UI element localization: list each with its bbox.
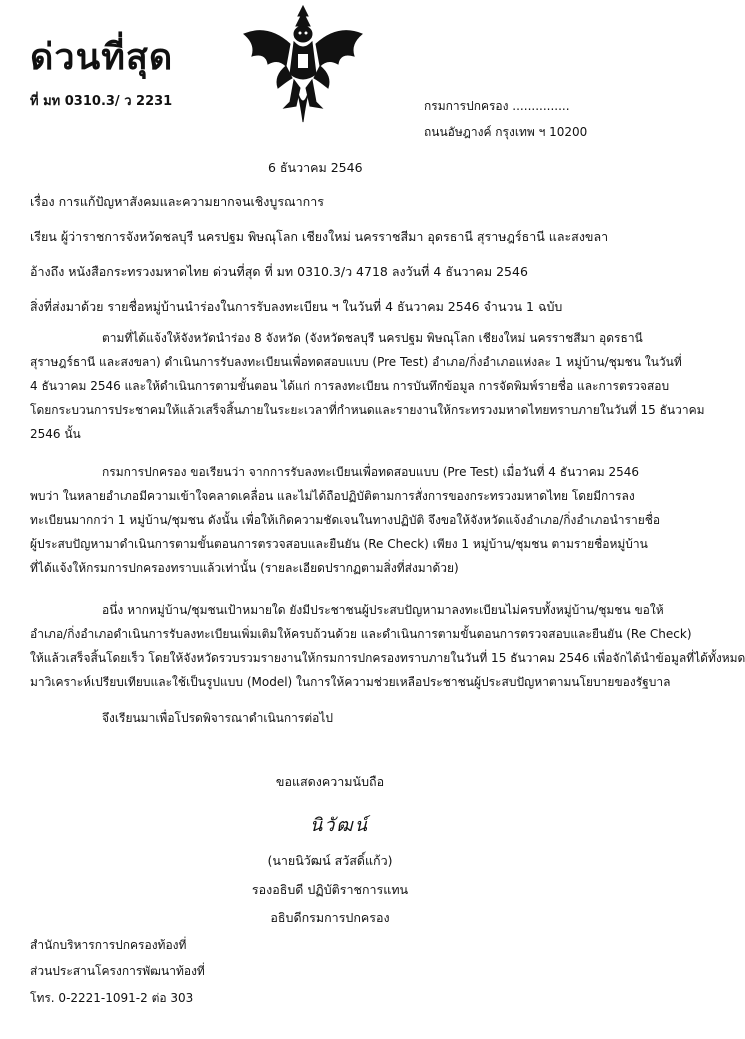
body-paragraph-4 bbox=[30, 706, 626, 730]
paragraph-line: มาวิเคราะห์เปรียบเทียบและใช้เป็นรูปแบบ (Model) ในการให้ความช่วยเหลือประชาชนผู้ประสบปัญหาตามนโยบายของรัฐบาล bbox=[30, 675, 671, 689]
paragraph-line: ตามที่ได้แจ้งให้จังหวัดนำร่อง 8 จังหวัด (จังหวัดชลบุรี นครปฐม พิษณุโลก เชียงใหม่ นครราชสีมา อุดรธานี bbox=[102, 331, 643, 345]
paragraph-line: จึงเรียนมาเพื่อโปรดพิจารณาดำเนินการต่อไป bbox=[102, 711, 333, 725]
paragraph-line: ที่ได้แจ้งให้กรมการปกครองทราบแล้วเท่านั้น (รายละเอียดปรากฏตามสิ่งที่ส่งมาด้วย) bbox=[30, 561, 459, 575]
body-paragraph-1 bbox=[30, 326, 705, 446]
paragraph-line: พบว่า ในหลายอำเภอมีความเข้าใจคลาดเคลื่อน และไม่ได้ถือปฏิบัติตามการสั่งการของกระทรวงมหาดไทย โดยมีการลง bbox=[30, 489, 635, 503]
garuda-emblem-icon bbox=[238, 4, 368, 126]
document-number: ที่ มท 0310.3/ ว 2231 bbox=[30, 94, 173, 109]
enclosure-line: สิ่งที่ส่งมาด้วย รายชื่อหมู่บ้านนำร่องในการรับลงทะเบียน ฯ ในวันที่ 4 ธันวาคม 2546 จำนวน 1 ฉบับ bbox=[30, 299, 563, 314]
department-name: กรมการปกครอง ............... bbox=[424, 99, 570, 113]
paragraph-line: ทะเบียนมากกว่า 1 หมู่บ้าน/ชุมชน ดังนั้น เพื่อให้เกิดความชัดเจนในทางปฏิบัติ จึงขอให้จังหวัดแจ้งอำเภอ/กิ่งอำเภอนำรายชื่อ bbox=[30, 513, 661, 527]
paragraph-line: โดยกระบวนการประชาคมให้แล้วเสร็จสิ้นภายในระยะเวลาที่กำหนดและรายงานให้กระทรวงมหาดไทยทราบภายในวันที่ 15 ธันวาคม bbox=[30, 403, 705, 417]
paragraph-line: กรมการปกครอง ขอเรียนว่า จากการรับลงทะเบียนเพื่อทดสอบแบบ (Pre Test) เมื่อวันที่ 4 ธันวาคม 2546 bbox=[102, 465, 640, 479]
paragraph-line: 2546 นั้น bbox=[30, 427, 81, 441]
paragraph-line: ให้แล้วเสร็จสิ้นโดยเร็ว โดยให้จังหวัดรวบรวมรายงานให้กรมการปกครองทราบภายในวันที่ 15 ธันวาคม 2546 เพื่อจักได้นำข้อมูลที่ได้ทั้งหมด bbox=[30, 651, 745, 665]
body-paragraph-3 bbox=[30, 598, 745, 694]
paragraph-line: สุราษฎร์ธานี และสงขลา) ดำเนินการรับลงทะเบียนเพื่อทดสอบแบบ (Pre Test) อำเภอ/กิ่งอำเภอแห่งละ 1 หมู่บ้าน/ชุมชน ในวันที่ bbox=[30, 355, 682, 369]
signer-position: รองอธิบดี ปฏิบัติราชการแทน bbox=[251, 882, 409, 897]
footer-phone: โทร. 0-2221-1091-2 ต่อ 303 bbox=[30, 991, 194, 1005]
paragraph-line: อนึ่ง หากหมู่บ้าน/ชุมชนเป้าหมายใด ยังมีประชาชนผู้ประสบปัญหามาลงทะเบียนไม่ครบทั้งหมู่บ้าน/ชุมชน ขอให้ bbox=[102, 603, 664, 617]
urgency-heading: ด่วนที่สุด bbox=[30, 37, 174, 78]
closing-salutation: ขอแสดงความนับถือ bbox=[275, 774, 385, 789]
reference-line: อ้างถึง หนังสือกระทรวงมหาดไทย ด่วนที่สุด ที่ มท 0310.3/ว 4718 ลงวันที่ 4 ธันวาคม 2546 bbox=[30, 264, 528, 279]
subject-line: เรื่อง การแก้ปัญหาสังคมและความยากจนเชิงบูรณาการ bbox=[30, 194, 324, 209]
footer-division: ส่วนประสานโครงการพัฒนาท้องที่ bbox=[30, 964, 205, 978]
signature: นิวัฒน์ bbox=[310, 815, 369, 836]
paragraph-line: 4 ธันวาคม 2546 และให้ดำเนินการตามขั้นตอน ได้แก่ การลงทะเบียน การบันทึกข้อมูล การจัดพิมพ์รายชื่อ และการตรวจสอบ bbox=[30, 379, 670, 393]
paragraph-line: อำเภอ/กิ่งอำเภอดำเนินการรับลงทะเบียนเพิ่มเติมให้ครบถ้วนด้วย และดำเนินการตามขั้นตอนการตรวจสอบและยืนยัน (Re Check) bbox=[30, 627, 692, 641]
department-address: ถนนอัษฎางค์ กรุงเทพ ฯ 10200 bbox=[424, 125, 588, 139]
signer-name: (นายนิวัฒน์ สวัสดิ์แก้ว) bbox=[267, 853, 393, 868]
document-date: 6 ธันวาคม 2546 bbox=[268, 160, 363, 175]
footer-office: สำนักบริหารการปกครองท้องที่ bbox=[30, 938, 187, 952]
paragraph-line: ผู้ประสบปัญหามาดำเนินการตามขั้นตอนการตรวจสอบและยืนยัน (Re Check) เพียง 1 หมู่บ้าน/ชุมชน ตามรายชื่อหมู่บ้าน bbox=[30, 537, 648, 551]
recipient-line: เรียน ผู้ว่าราชการจังหวัดชลบุรี นครปฐม พิษณุโลก เชียงใหม่ นครราชสีมา อุดรธานี สุราษฎร์ธานี และสงขลา bbox=[30, 229, 609, 244]
body-paragraph-2 bbox=[30, 460, 661, 580]
signer-title: อธิบดีกรมการปกครอง bbox=[270, 910, 390, 925]
